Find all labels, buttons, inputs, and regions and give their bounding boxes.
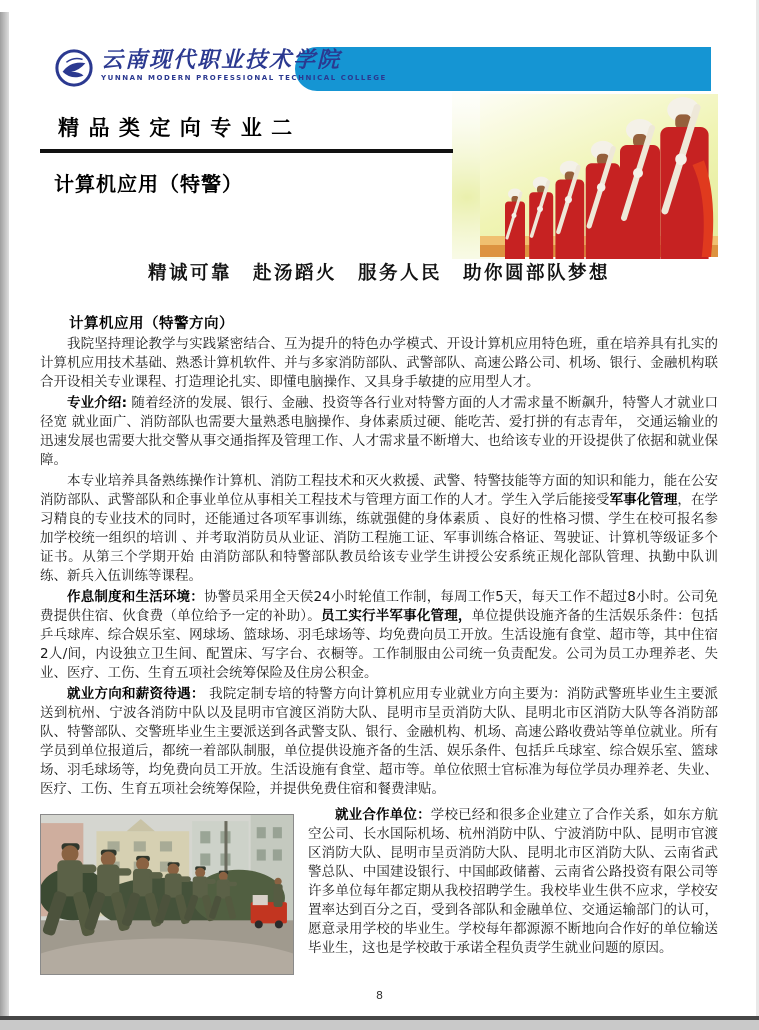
- college-logo-block: [55, 49, 387, 87]
- program-title: 计算机应用（特警）: [54, 172, 243, 196]
- page-content: [40, 112, 718, 975]
- series-title: 精品类定向专业二: [58, 116, 302, 140]
- paragraph-career-salary: 就业方向和薪资待遇： 我院定制专培的特警方向计算机应用专业就业方向主要为：消防武警班毕业生主要派送到杭州、宁波各消防中队以及昆明市官渡区消防大队、昆明市呈贡消防大队、昆明北市区消防大队等各消防部队、特警部队、交警班毕业生主要派送到各武警支队、银行、金融机构、机场、高速公路收费站等单位就业。所有学员到单位报道后，都统一着部队制服，单位提供设施齐备的生活、娱乐条件、包括乒乓球室、综合娱乐室、篮球场、羽毛球场等，均免费向员工开放。生活设施有食堂、超市等。单位依照士官标准为每位学员办理养老、失业、医疗、工伤、生育五项社会统筹保险，并提供免费住宿和餐费津贴。: [40, 686, 719, 797]
- page-edge-left: [0, 12, 9, 1020]
- page-number: 8: [376, 989, 383, 1002]
- college-name-zh: 云南现代职业技术学院: [101, 47, 342, 73]
- paragraph-intro: 我院坚持理论教学与实践紧密结合、互为提升的特色办学模式、开设计算机应用特色班，重在培养具有扎实的计算机应用技术基础、熟悉计算机软件、并与多家消防部队、武警部队、高速公路公司、机场、银行、金融机构联合开设相关专业课程、打造理论扎实、即懂电脑操作、又具身手敏捷的应用型人才。: [40, 336, 718, 390]
- college-emblem-icon: [55, 49, 93, 87]
- title-underline: [40, 149, 453, 153]
- page-edge-bottom-shadow: [0, 1020, 759, 1030]
- college-name-en: YUNNAN MODERN PROFESSIONAL TECHNICAL COLLEGE: [101, 74, 387, 82]
- paragraph-major-intro: 专业介绍: 随着经济的发展、银行、金融、投资等各行业对特警方面的人才需求量不断飙升，特警人才就业口径宽 就业面广、消防部队也需要大量熟悉电脑操作、身体素质过硬、能吃苦、爱打拼的有志青年， 交通运输业的迅速发展也需要大批交警从事交通指挥及管理工作、人才需求量不断增大、也给该专业的开设提供了依据和就业保障。: [40, 395, 718, 468]
- employment-section: [40, 806, 718, 975]
- slogan: 精诚可靠 赴汤蹈火 服务人民 助你圆部队梦想: [147, 263, 610, 284]
- paragraph-employment-partners: 就业合作单位：学校已经和很多企业建立了合作关系，如东方航空公司、长水国际机场、杭州消防中队、宁波消防中队、昆明市官渡区消防大队、昆明市呈贡消防大队、昆明北市区消防大队、云南省武警总队、中国建设银行、中国邮政储蓄、云南省公路投资有限公司等许多单位每年都定期从我校招聘学生。我校毕业生供不应求，学校安置率达到百分之百，受到各部队和金融单位、交通运输部门的认可，愿意录用学校的毕业生。学校每年都源源不断地向合作好的单位输送毕业生，这也是学校敢于承诺全程负责学生就业问题的原因。: [308, 807, 718, 956]
- college-name: [101, 49, 387, 82]
- paragraph-work-life: 作息制度和生活环境：协警员采用全天侯24小时轮值工作制，每周工作5天，每天工作不超过8小时。公司免费提供住宿、伙食费（单位给予一定的补助）。员工实行半军事化管理，单位提供设施齐备的生活娱乐条件：包括乒乓球库、综合娱乐室、网球场、篮球场、羽毛球场等、均免费向员工开放。生活设施有食堂、超市等，其中住宿2人/间，内设独立卫生间、配置床、写字台、衣橱等。工作制服由公司统一负责配发。公司为员工办理养老、失业、医疗、工伤、生育五项社会统筹保险及住房公积金。: [40, 589, 719, 681]
- training-photo: [40, 814, 294, 975]
- paragraph-training: 本专业培养具备熟练操作计算机、消防工程技术和灭火救援、武警、特警技能等方面的知识和能力，能在公安消防部队、武警部队和企事业单位从事相关工程技术与管理方面工作的人才。学生入学后能接受军事化管理，在学习精良的专业技术的同时，还能通过各项军事训练，练就强健的身体素质 、良好的性格习惯、学生在校可报名参加学校统一组织的培训 、并考取消防员从业证、消防工程施工证、军事训练合格证、驾驶证、计算机等级证多个证书。从第三个学期开始 由消防部队和特警部队教员给该专业学生讲授公安系统正规化部队管理、执勤中队训练、新兵入伍训练等课程。: [40, 473, 719, 584]
- section-heading: 计算机应用（特警方向）: [69, 316, 234, 332]
